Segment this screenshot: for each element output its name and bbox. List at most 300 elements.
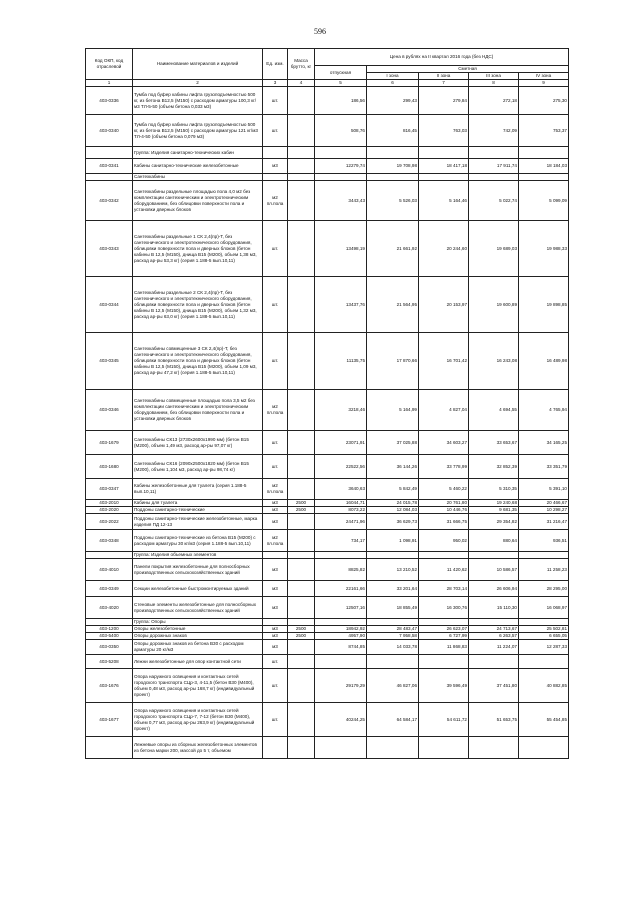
cell-zone-3-price: 5 310,35 xyxy=(469,479,519,500)
cell-zone-3-price xyxy=(469,655,519,669)
cell-zone-4-price: 753,37 xyxy=(519,115,569,147)
cell-code: 403-0344 xyxy=(86,277,133,333)
cell-name: Группа: Изделия санитарно-технических кабин xyxy=(133,147,263,159)
cell-release-price: 16044,71 xyxy=(315,500,367,507)
cell-mass xyxy=(288,221,315,277)
cell-name: Кабины железобетонные для туалета (серия 1.188-5 вып.10,11) xyxy=(133,479,263,500)
cell-zone-3-price: 32 852,39 xyxy=(469,455,519,479)
cell-unit: м3 xyxy=(263,597,288,619)
cell-zone-2-price: 16 701,42 xyxy=(419,333,469,390)
table-row xyxy=(86,530,569,552)
header-estimate: Сметная xyxy=(367,66,569,73)
cell-zone-4-price xyxy=(519,737,569,759)
cell-name: Стеновые элементы железобетонные для полносборных производственных сельскохозяйственных зданий xyxy=(133,597,263,619)
cell-unit: м3 xyxy=(263,507,288,514)
cell-unit: шт. xyxy=(263,277,288,333)
table-row xyxy=(86,626,569,633)
column-number: 3 xyxy=(263,80,288,87)
cell-code: 403-0349 xyxy=(86,581,133,597)
cell-code xyxy=(86,174,133,181)
cell-zone-2-price: 279,84 xyxy=(419,87,469,115)
cell-unit: м3 xyxy=(263,581,288,597)
table-row xyxy=(86,633,569,640)
header-unit: Ед. изм. xyxy=(263,49,288,80)
cell-zone-1-price xyxy=(367,174,419,181)
cell-zone-3-price: 19 240,68 xyxy=(469,500,519,507)
cell-zone-2-price: 10 446,76 xyxy=(419,507,469,514)
cell-mass xyxy=(288,277,315,333)
cell-unit: шт. xyxy=(263,455,288,479)
column-number: 9 xyxy=(519,80,569,87)
cell-code: 403-2010 xyxy=(86,500,133,507)
cell-zone-4-price: 11 258,23 xyxy=(519,559,569,581)
column-number: 8 xyxy=(469,80,519,87)
cell-zone-1-price: 17 870,66 xyxy=(367,333,419,390)
table-row xyxy=(86,514,569,530)
cell-zone-4-price xyxy=(519,174,569,181)
cell-release-price: 29179,29 xyxy=(315,669,367,703)
cell-mass xyxy=(288,174,315,181)
cell-zone-3-price: 24 713,67 xyxy=(469,626,519,633)
cell-code: 403-0336 xyxy=(86,87,133,115)
cell-mass xyxy=(288,431,315,455)
cell-zone-1-price: 5 526,03 xyxy=(367,181,419,221)
cell-zone-3-price: 17 911,74 xyxy=(469,159,519,174)
cell-name: Сантехкабины раздельные 1 СК 2,4(пр)-Т, без сантехнического и электротехнического оборудования, облицовки поверхности пола и дверных блоков (бетон кабины В 12,5 (М150), днища В15 (М200), объем 1,38 м3, расход ар-ры 53,3 кг) (серия 1.188-5 вып.10,11) xyxy=(133,221,263,277)
cell-zone-1-price xyxy=(367,737,419,759)
cell-code: 403-5400 xyxy=(86,633,133,640)
cell-mass xyxy=(288,390,315,431)
cell-code: 403-0343 xyxy=(86,221,133,277)
cell-zone-4-price: 275,30 xyxy=(519,87,569,115)
cell-zone-1-price: 1 098,91 xyxy=(367,530,419,552)
table-row xyxy=(86,479,569,500)
cell-unit: м3 xyxy=(263,626,288,633)
table-row xyxy=(86,181,569,221)
cell-zone-3-price: 33 653,67 xyxy=(469,431,519,455)
table-row xyxy=(86,597,569,619)
cell-name: Лежни железобетонные для опор контактной сети xyxy=(133,655,263,669)
cell-code: 403-1676 xyxy=(86,669,133,703)
cell-zone-2-price: 34 603,27 xyxy=(419,431,469,455)
cell-mass xyxy=(288,559,315,581)
cell-zone-1-price xyxy=(367,552,419,559)
cell-unit: шт. xyxy=(263,333,288,390)
cell-mass xyxy=(288,655,315,669)
cell-mass: 2500 xyxy=(288,500,315,507)
cell-name: Поддоны санитарно-технические железобетонные, марка изделия ПД 12-13 xyxy=(133,514,263,530)
cell-code: 403-0346 xyxy=(86,390,133,431)
cell-release-price xyxy=(315,174,367,181)
cell-code: 403-0345 xyxy=(86,333,133,390)
cell-code: 403-4020 xyxy=(86,597,133,619)
cell-code xyxy=(86,552,133,559)
cell-zone-3-price: 6 263,57 xyxy=(469,633,519,640)
cell-zone-3-price: 4 694,55 xyxy=(469,390,519,431)
cell-zone-3-price xyxy=(469,147,519,159)
cell-unit: шт. xyxy=(263,703,288,737)
cell-unit: м3 xyxy=(263,500,288,507)
cell-release-price: 18942,92 xyxy=(315,626,367,633)
cell-zone-3-price: 29 354,82 xyxy=(469,514,519,530)
cell-mass xyxy=(288,597,315,619)
cell-zone-4-price: 4 765,94 xyxy=(519,390,569,431)
cell-zone-1-price: 64 584,17 xyxy=(367,703,419,737)
cell-zone-3-price: 15 110,30 xyxy=(469,597,519,619)
cell-zone-4-price xyxy=(519,655,569,669)
table-row xyxy=(86,640,569,655)
cell-zone-1-price xyxy=(367,619,419,626)
cell-zone-4-price: 5 099,09 xyxy=(519,181,569,221)
column-number: 6 xyxy=(367,80,419,87)
cell-code: 403-0340 xyxy=(86,115,133,147)
cell-zone-2-price: 33 778,99 xyxy=(419,455,469,479)
cell-zone-4-price: 40 882,85 xyxy=(519,669,569,703)
cell-zone-3-price: 10 586,57 xyxy=(469,559,519,581)
cell-release-price: 8825,82 xyxy=(315,559,367,581)
header-zone-1: I зона xyxy=(367,73,419,80)
cell-release-price xyxy=(315,552,367,559)
cell-unit: шт. xyxy=(263,221,288,277)
cell-zone-4-price: 20 466,67 xyxy=(519,500,569,507)
cell-mass: 2500 xyxy=(288,626,315,633)
cell-release-price: 3218,46 xyxy=(315,390,367,431)
cell-name: Секции железобетонные быстромонтируемых зданий xyxy=(133,581,263,597)
column-number-row xyxy=(86,80,569,87)
cell-unit: м2 пл.пола xyxy=(263,530,288,552)
cell-unit: м3 xyxy=(263,559,288,581)
cell-release-price xyxy=(315,619,367,626)
cell-name: Группа: Опоры xyxy=(133,619,263,626)
cell-unit xyxy=(263,737,288,759)
cell-name: Сантехкабины совмещенные 3 СК 2,4(пр)-Т, без сантехнического и электротехнического оборудования, облицовки поверхности пола и дверных блоков (бетон кабины В 12,5 (М150), днища В15 (М200), объем 1,09 м3, расход ар-ры 47,2 кг) (серия 1.188-5 вып.10,11) xyxy=(133,333,263,390)
cell-code: 403-1680 xyxy=(86,455,133,479)
table-header xyxy=(86,49,569,87)
cell-zone-3-price: 9 681,35 xyxy=(469,507,519,514)
cell-mass xyxy=(288,619,315,626)
cell-zone-2-price: 20 244,60 xyxy=(419,221,469,277)
page-number: 596 xyxy=(314,27,326,36)
group-row xyxy=(86,619,569,626)
table-row xyxy=(86,159,569,174)
cell-zone-2-price xyxy=(419,655,469,669)
cell-release-price: 4957,90 xyxy=(315,633,367,640)
cell-name: Группа: Изделия объемных элементов xyxy=(133,552,263,559)
cell-zone-1-price: 5 164,99 xyxy=(367,390,419,431)
cell-release-price: 508,76 xyxy=(315,115,367,147)
cell-name: Сантехкабины совмещенные площадью пола 3,5 м2 без комплектации сантехническим и электротехническим оборудованием, без облицовки поверхности пола и установки дверных блоков xyxy=(133,390,263,431)
cell-zone-2-price: 763,03 xyxy=(419,115,469,147)
cell-zone-1-price: 12 084,03 xyxy=(367,507,419,514)
cell-unit: м2 пл.пола xyxy=(263,390,288,431)
cell-zone-2-price: 5 164,46 xyxy=(419,181,469,221)
cell-release-price xyxy=(315,147,367,159)
cell-zone-1-price: 21 564,95 xyxy=(367,277,419,333)
cell-zone-4-price: 5 391,10 xyxy=(519,479,569,500)
cell-zone-4-price: 34 165,25 xyxy=(519,431,569,455)
table-row xyxy=(86,500,569,507)
cell-zone-2-price: 18 417,18 xyxy=(419,159,469,174)
cell-zone-2-price: 20 761,80 xyxy=(419,500,469,507)
cell-unit: м3 xyxy=(263,159,288,174)
cell-release-price: 3443,43 xyxy=(315,181,367,221)
cell-zone-4-price: 18 184,03 xyxy=(519,159,569,174)
cell-zone-1-price: 21 661,92 xyxy=(367,221,419,277)
cell-mass xyxy=(288,669,315,703)
cell-mass xyxy=(288,455,315,479)
cell-zone-3-price: 19 689,03 xyxy=(469,221,519,277)
cell-name: Поддоны санитарно-технические из бетона В15 (М200) с расходом арматуры 30 кг/м3 (серия 1.188-5 вып.10,11) xyxy=(133,530,263,552)
header-price-title: Цена в рублях на II квартал 2016 года (без НДС) xyxy=(315,49,569,66)
cell-unit: м3 xyxy=(263,633,288,640)
cell-zone-2-price: 54 611,72 xyxy=(419,703,469,737)
cell-mass xyxy=(288,181,315,221)
header-code: Код ОКП, код отраслевой xyxy=(86,49,133,80)
cell-unit: шт. xyxy=(263,669,288,703)
cell-release-price: 22161,66 xyxy=(315,581,367,597)
cell-zone-2-price: 28 703,14 xyxy=(419,581,469,597)
cell-zone-1-price xyxy=(367,147,419,159)
cell-mass xyxy=(288,703,315,737)
cell-mass xyxy=(288,530,315,552)
table-row xyxy=(86,737,569,759)
cell-zone-4-price: 936,51 xyxy=(519,530,569,552)
cell-zone-2-price: 950,02 xyxy=(419,530,469,552)
cell-zone-3-price: 26 606,94 xyxy=(469,581,519,597)
cell-zone-4-price: 16 068,97 xyxy=(519,597,569,619)
cell-zone-4-price: 19 988,33 xyxy=(519,221,569,277)
cell-unit: м3 xyxy=(263,640,288,655)
table-row xyxy=(86,333,569,390)
cell-code: 403-1200 xyxy=(86,626,133,633)
cell-release-price xyxy=(315,737,367,759)
cell-mass xyxy=(288,552,315,559)
cell-zone-3-price: 51 653,75 xyxy=(469,703,519,737)
header-mass: Масса брутто, кг xyxy=(288,49,315,80)
cell-unit xyxy=(263,174,288,181)
cell-zone-4-price: 10 298,27 xyxy=(519,507,569,514)
cell-zone-4-price: 19 898,85 xyxy=(519,277,569,333)
cell-zone-1-price: 24 015,78 xyxy=(367,500,419,507)
cell-unit: м3 xyxy=(263,514,288,530)
cell-name: Опоры дорожных знаков xyxy=(133,633,263,640)
cell-zone-2-price: 20 153,97 xyxy=(419,277,469,333)
cell-zone-1-price: 46 827,06 xyxy=(367,669,419,703)
cell-zone-3-price: 16 243,08 xyxy=(469,333,519,390)
header-zone-2: II зона xyxy=(419,73,469,80)
cell-zone-2-price: 6 727,99 xyxy=(419,633,469,640)
cell-name: Сантехкабины раздельные 2 СК 2,4(пр)-Т, без сантехнического и электротехнического оборудования, облицовки поверхности пола и дверных блоков (бетон кабины В 12,5 (М150), днища В15 (М200), объем 1,32 м3, расход ар-ры 63,0 кг) (серия 1.188-5 вып.10,11) xyxy=(133,277,263,333)
cell-unit: м2 пл.пола xyxy=(263,181,288,221)
cell-mass xyxy=(288,147,315,159)
cell-name: Опора наружного освещения и контактных сетей городского транспорта СЦр-7, 7-12 (бетон В30 (М400), объем 0,77 м3, расход ар-ры 263,9 кг) (индивидуальный проект) xyxy=(133,703,263,737)
header-release: отпускная xyxy=(315,66,367,80)
cell-zone-1-price xyxy=(367,655,419,669)
table-body xyxy=(86,87,569,759)
cell-code: 403-2022 xyxy=(86,514,133,530)
cell-release-price: 186,56 xyxy=(315,87,367,115)
table-row xyxy=(86,221,569,277)
cell-zone-2-price: 11 420,62 xyxy=(419,559,469,581)
cell-zone-3-price xyxy=(469,619,519,626)
table-row xyxy=(86,455,569,479)
cell-release-price: 24471,96 xyxy=(315,514,367,530)
cell-zone-1-price: 5 842,49 xyxy=(367,479,419,500)
table-row xyxy=(86,559,569,581)
cell-name: Сантехкабины xyxy=(133,174,263,181)
table-row xyxy=(86,703,569,737)
cell-zone-3-price: 742,09 xyxy=(469,115,519,147)
cell-zone-1-price: 36 144,26 xyxy=(367,455,419,479)
cell-release-price: 8744,85 xyxy=(315,640,367,655)
cell-zone-4-price xyxy=(519,147,569,159)
table-row xyxy=(86,655,569,669)
cell-zone-1-price: 28 483,47 xyxy=(367,626,419,633)
cell-code: 403-2020 xyxy=(86,507,133,514)
cell-zone-4-price xyxy=(519,552,569,559)
cell-code xyxy=(86,619,133,626)
cell-mass xyxy=(288,87,315,115)
cell-zone-4-price: 25 502,81 xyxy=(519,626,569,633)
cell-name: Поддоны санитарно-технические xyxy=(133,507,263,514)
cell-zone-2-price: 31 666,75 xyxy=(419,514,469,530)
cell-unit xyxy=(263,552,288,559)
cell-release-price: 8073,22 xyxy=(315,507,367,514)
cell-mass xyxy=(288,479,315,500)
cell-zone-2-price xyxy=(419,174,469,181)
table-row xyxy=(86,669,569,703)
table-row xyxy=(86,581,569,597)
table-row xyxy=(86,507,569,514)
cell-zone-3-price: 19 600,89 xyxy=(469,277,519,333)
cell-code: 403-1677 xyxy=(86,703,133,737)
cell-release-price: 12279,74 xyxy=(315,159,367,174)
cell-name: Тумба под буфер кабины лифта грузоподъемностью 500 кг, из бетона В12,5 (М150) с расходом арматуры 121 кг/м3 ТЛ-4-50 (объем бетона 0,079 м3) xyxy=(133,115,263,147)
cell-name: Сантехкабины СК16 (2090х2500х1820 мм) (бетон В15 (М200), объем 1,104 м3, расход ар-ры 98,74 кг) xyxy=(133,455,263,479)
cell-release-price: 22522,56 xyxy=(315,455,367,479)
cell-zone-4-price: 31 216,47 xyxy=(519,514,569,530)
cell-zone-1-price: 299,43 xyxy=(367,87,419,115)
cell-zone-3-price xyxy=(469,737,519,759)
cell-mass xyxy=(288,640,315,655)
cell-name: Сантехкабины раздельные площадью пола 4,0 м2 без комплектации сантехническим и электротехническим оборудованием, без облицовки поверхности пола и установки дверных блоков xyxy=(133,181,263,221)
cell-mass xyxy=(288,159,315,174)
cell-zone-1-price: 18 855,49 xyxy=(367,597,419,619)
cell-zone-1-price: 19 708,98 xyxy=(367,159,419,174)
cell-zone-1-price: 33 201,64 xyxy=(367,581,419,597)
cell-release-price: 12507,16 xyxy=(315,597,367,619)
cell-release-price: 11135,75 xyxy=(315,333,367,390)
cell-release-price: 40244,25 xyxy=(315,703,367,737)
cell-zone-2-price: 5 460,22 xyxy=(419,479,469,500)
cell-unit: шт. xyxy=(263,115,288,147)
cell-zone-2-price xyxy=(419,737,469,759)
cell-unit: м2 пл.пола xyxy=(263,479,288,500)
cell-zone-4-price: 55 454,85 xyxy=(519,703,569,737)
cell-release-price: 734,17 xyxy=(315,530,367,552)
cell-zone-2-price: 26 623,07 xyxy=(419,626,469,633)
cell-zone-4-price: 33 351,79 xyxy=(519,455,569,479)
column-number: 2 xyxy=(133,80,263,87)
cell-zone-3-price: 5 022,74 xyxy=(469,181,519,221)
cell-zone-2-price xyxy=(419,147,469,159)
table-row xyxy=(86,87,569,115)
column-number: 5 xyxy=(315,80,367,87)
column-number: 7 xyxy=(419,80,469,87)
cell-unit xyxy=(263,619,288,626)
column-number: 1 xyxy=(86,80,133,87)
cell-zone-4-price: 16 489,98 xyxy=(519,333,569,390)
cell-code: 403-5208 xyxy=(86,655,133,669)
cell-zone-3-price: 880,64 xyxy=(469,530,519,552)
cell-code xyxy=(86,737,133,759)
table-row xyxy=(86,277,569,333)
cell-code: 403-0350 xyxy=(86,640,133,655)
cell-zone-2-price: 11 868,83 xyxy=(419,640,469,655)
cell-mass: 2500 xyxy=(288,507,315,514)
cell-zone-3-price xyxy=(469,552,519,559)
cell-zone-4-price: 12 287,33 xyxy=(519,640,569,655)
cell-mass xyxy=(288,333,315,390)
table-row xyxy=(86,390,569,431)
cell-zone-3-price: 272,18 xyxy=(469,87,519,115)
header-zone-3: III зона xyxy=(469,73,519,80)
cell-zone-1-price: 36 629,73 xyxy=(367,514,419,530)
cell-release-price xyxy=(315,655,367,669)
cell-mass: 2500 xyxy=(288,633,315,640)
cell-zone-4-price: 28 295,00 xyxy=(519,581,569,597)
cell-unit: шт. xyxy=(263,655,288,669)
table-row xyxy=(86,115,569,147)
cell-zone-1-price: 14 033,78 xyxy=(367,640,419,655)
header-zone-4: IV зона xyxy=(519,73,569,80)
cell-name: Сантехкабины СК13 (2730х2600х1990 мм) (бетон В15 (М200), объем 1,49 м3, расход ар-ры 97,07 кг) xyxy=(133,431,263,455)
cell-zone-4-price: 6 655,05 xyxy=(519,633,569,640)
cell-zone-3-price: 11 224,07 xyxy=(469,640,519,655)
cell-code: 403-0347 xyxy=(86,479,133,500)
cell-zone-1-price: 7 958,58 xyxy=(367,633,419,640)
cell-zone-4-price xyxy=(519,619,569,626)
cell-unit xyxy=(263,147,288,159)
group-row xyxy=(86,552,569,559)
cell-zone-2-price xyxy=(419,619,469,626)
header-name: Наименование материалов и изделий xyxy=(133,49,263,80)
cell-zone-1-price: 816,45 xyxy=(367,115,419,147)
cell-name: Опора наружного освещения и контактных сетей городского транспорта СЦр-3, 4-11,5 (бетон В30 (М400), объем 0,48 м3, расход ар-ры 168,7 кг) (индивидуальный проект) xyxy=(133,669,263,703)
cell-code: 403-0348 xyxy=(86,530,133,552)
cell-zone-2-price: 39 596,49 xyxy=(419,669,469,703)
cell-release-price: 13498,19 xyxy=(315,221,367,277)
cell-mass xyxy=(288,514,315,530)
cell-code xyxy=(86,147,133,159)
cell-zone-1-price: 37 025,88 xyxy=(367,431,419,455)
cell-code: 403-1679 xyxy=(86,431,133,455)
column-number: 4 xyxy=(288,80,315,87)
cell-unit: шт. xyxy=(263,87,288,115)
cell-code: 403-0341 xyxy=(86,159,133,174)
cell-zone-3-price: 37 451,80 xyxy=(469,669,519,703)
cell-code: 403-0342 xyxy=(86,181,133,221)
cell-name: Тумба под буфер кабины лифта грузоподъемностью 500 кг, из бетона В12,5 (М150) с расходом арматуры 100,3 кг/м3 ТЛ-5-50 (объем бетона 0,033 м3) xyxy=(133,87,263,115)
cell-name: Панели покрытия железобетонные для полносборных производственных сельскохозяйственных зданий xyxy=(133,559,263,581)
cell-zone-1-price: 13 210,52 xyxy=(367,559,419,581)
cell-mass xyxy=(288,737,315,759)
cell-name: Опоры железобетонные xyxy=(133,626,263,633)
cell-release-price: 13437,76 xyxy=(315,277,367,333)
cell-zone-2-price: 4 827,04 xyxy=(419,390,469,431)
cell-name: Лежневые опоры из сборных железобетонных элементов из бетона марки 200, массой до 5 т, объемом xyxy=(133,737,263,759)
cell-zone-2-price: 16 300,76 xyxy=(419,597,469,619)
